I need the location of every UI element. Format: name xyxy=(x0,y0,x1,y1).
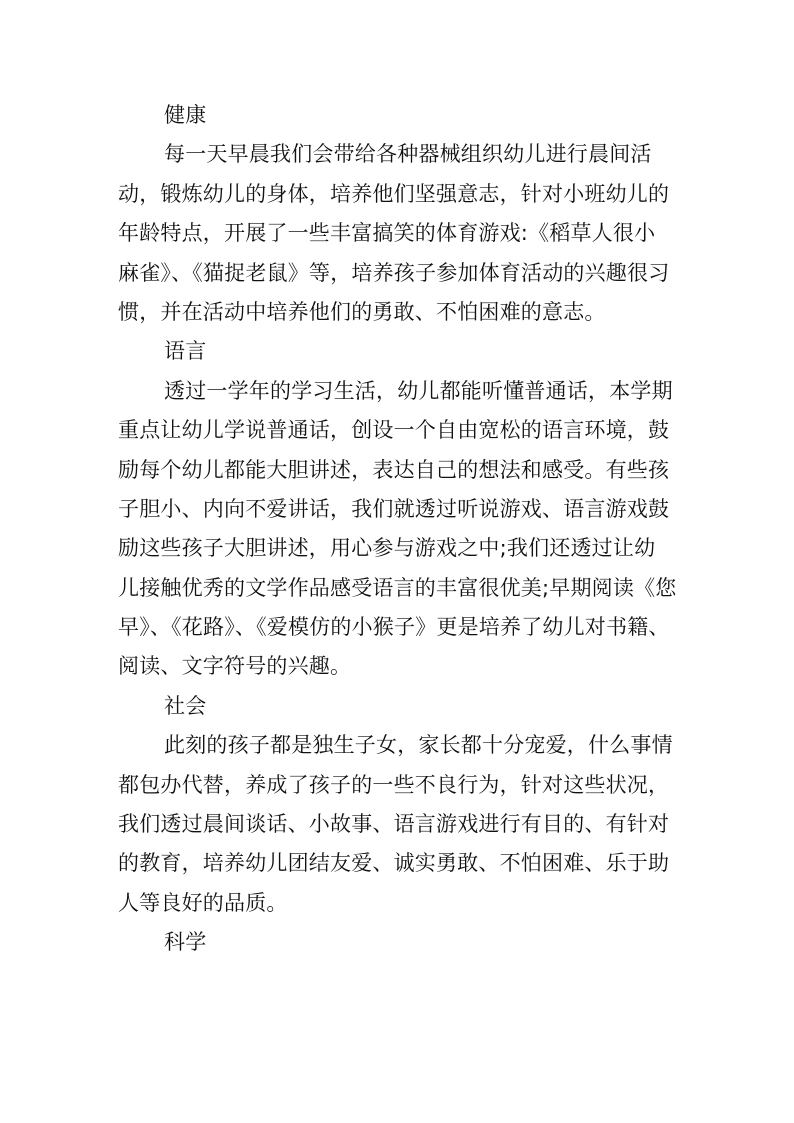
paragraph-line: 励每个幼儿都能大胆讲述，表达自己的想法和感受。有些孩 xyxy=(118,457,670,482)
paragraph-line: 都包办代替，养成了孩子的一些不良行为，针对这些状况， xyxy=(118,772,670,797)
paragraph-line: 我们透过晨间谈话、小故事、语言游戏进行有目的、有针对 xyxy=(118,812,670,837)
paragraph-line: 早》、《花路》、《爱模仿的小猴子》更是培养了幼儿对书籍、 xyxy=(118,615,670,640)
paragraph-line: 儿接触优秀的文学作品感受语言的丰富很优美;早期阅读《您 xyxy=(118,575,677,600)
paragraph-line: 的教育，培养幼儿团结友爱、诚实勇敢、不怕困难、乐于助 xyxy=(118,851,670,876)
paragraph-line: 子胆小、内向不爱讲话，我们就透过听说游戏、语言游戏鼓 xyxy=(118,496,670,521)
document-page xyxy=(118,96,678,963)
paragraph-line: 惯，并在活动中培养他们的勇敢、不怕困难的意志。 xyxy=(118,299,606,324)
paragraph-line: 重点让幼儿学说普通话，创设一个自由宽松的语言环境，鼓 xyxy=(118,418,670,443)
section-heading-language: 语言 xyxy=(164,339,207,364)
paragraph-line: 人等良好的品质。 xyxy=(118,890,288,915)
paragraph-line: 阅读、文字符号的兴趣。 xyxy=(118,654,352,679)
section-heading-society: 社会 xyxy=(164,693,207,718)
section-heading-health: 健康 xyxy=(164,103,207,127)
paragraph-line: 励这些孩子大胆讲述，用心参与游戏之中;我们还透过让幼 xyxy=(118,536,656,561)
paragraph-line: 透过一学年的学习生活，幼儿都能听懂普通话，本学期 xyxy=(164,378,673,403)
paragraph-line: 年龄特点，开展了一些丰富搞笑的体育游戏:《稻草人很小 xyxy=(118,221,656,246)
paragraph-line: 麻雀》、《猫捉老鼠》等，培养孩子参加体育活动的兴趣很习 xyxy=(118,260,670,285)
paragraph-line: 此刻的孩子都是独生子女，家长都十分宠爱，什么事情 xyxy=(164,733,673,758)
section-heading-science: 科学 xyxy=(164,930,207,955)
paragraph-line: 动，锻炼幼儿的身体，培养他们坚强意志，针对小班幼儿的 xyxy=(118,181,670,206)
paragraph-line: 每一天早晨我们会带给各种器械组织幼儿进行晨间活 xyxy=(164,142,652,167)
